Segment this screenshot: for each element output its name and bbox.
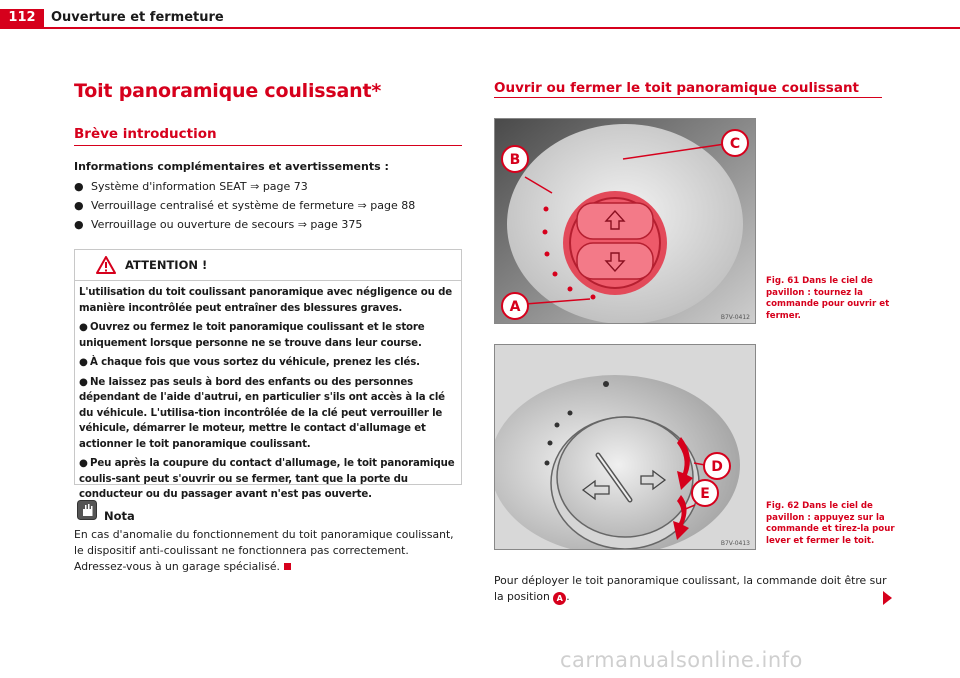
warning-item-text: À chaque fois que vous sortez du véhicule, prenez les clés. [90,357,420,368]
bullet-icon: ● [74,180,84,193]
reference-text: Verrouillage centralisé et système de fermeture [91,199,355,212]
reference-item [74,218,464,237]
warning-triangle-icon [96,256,116,274]
warning-item [79,375,457,453]
note-body [74,527,464,576]
page-link[interactable]: page 73 [262,180,308,193]
bullet-icon: ● [79,357,88,368]
warning-header [75,250,461,281]
bullet-icon: ● [74,218,84,231]
figure-code: B7V-0413 [720,540,750,547]
figure-61-caption: Fig. 61 Dans le ciel de pavillon : tournez la commande pour ouvrir et fermer. [766,276,890,321]
warning-item-text: Peu après la coupure du contact d'allumage, le toit panoramique coulis-sant peut s'ouvrir ou se fermer, tant que la porte du conducteur ou du passager avant n'est pas ouverte. [79,458,455,500]
warning-item [79,320,457,351]
warning-item-text: Ouvrez ou fermez le toit panoramique coulissant et le store uniquement lorsque personne ne se trouve dans leur course. [79,322,425,349]
double-right-arrow-icon: ⇒ [250,180,260,193]
body-text-content: Pour déployer le toit panoramique coulissant, la commande doit être sur la position [494,574,887,604]
figure-61 [494,118,756,324]
page-link[interactable]: page 88 [370,199,416,212]
watermark: carmanualsonline.info [560,648,803,672]
info-title: Informations complémentaires et avertissements : [74,160,389,173]
warning-body [75,281,461,503]
bullet-icon: ● [79,376,88,388]
reference-text: Système d'information SEAT [91,180,247,193]
warning-item [79,355,457,371]
note-text: En cas d'anomalie du fonctionnement du toit panoramique coulissant, le dispositif anti-coulissant ne fonctionnera pas correctement. Adressez-vous à un garage spécialisé. [74,528,454,574]
page-link[interactable]: page 375 [310,218,363,231]
figure-62 [494,344,756,550]
roof-control-rotary-image [495,119,756,324]
warning-item [79,456,457,503]
reference-list [74,180,464,237]
body-text: Pour déployer le toit panoramique coulissant, la commande doit être sur la position A . [494,574,887,604]
double-right-arrow-icon: ⇒ [297,218,307,231]
double-right-arrow-icon: ⇒ [357,199,367,212]
subsection-title: Brève introduction [74,126,217,142]
reference-item [74,199,464,218]
figure-label: B [509,152,521,168]
figure-code: B7V-0412 [720,314,750,321]
reference-item [74,180,464,199]
figure-label: A [509,299,521,315]
figure-label: D [711,459,723,475]
section-title-right: Ouvrir ou fermer le toit panoramique coulissant [494,80,860,96]
warning-box [74,249,462,500]
header-rule [0,27,960,29]
section-rule-right [494,97,882,98]
figure-label: C [729,136,741,152]
roof-control-pull-image [495,345,756,550]
warning-intro: L'utilisation du toit coulissant panoramique avec négligence ou de manière incontrôlée peut entraîner des blessures graves. [79,287,453,314]
bullet-icon: ● [74,199,84,212]
next-page-arrow-icon[interactable] [883,591,892,605]
warning-item-text: Ne laissez pas seuls à bord des enfants ou des personnes dépendant de l'aide d'autrui, en particulier s'ils ont accès à la clé du véhicule. L'utilisa-tion incontrôlée de la clé peut verrouiller le véhicule, démarrer le moteur, mettre le contact d'allumage et actionner le toit panoramique coulissant. [79,376,445,450]
figure-62-caption: Fig. 62 Dans le ciel de pavillon : appuyez sur la commande et tirez-la pour lever et fermer le toit. [766,501,895,546]
warning-title: ATTENTION ! [125,258,208,272]
note-hand-icon [77,500,97,520]
section-title: Toit panoramique coulissant* [74,80,382,102]
chapter-title: Ouverture et fermeture [51,10,224,25]
note-title: Nota [104,509,135,523]
figure-label: E [700,486,710,502]
reference-text: Verrouillage ou ouverture de secours [91,218,295,231]
bullet-icon: ● [79,322,88,333]
bullet-icon: ● [79,458,88,469]
section-end-marker [284,563,291,570]
subsection-rule [74,145,462,146]
position-badge: A [553,592,566,605]
page-number: 112 [0,9,44,27]
